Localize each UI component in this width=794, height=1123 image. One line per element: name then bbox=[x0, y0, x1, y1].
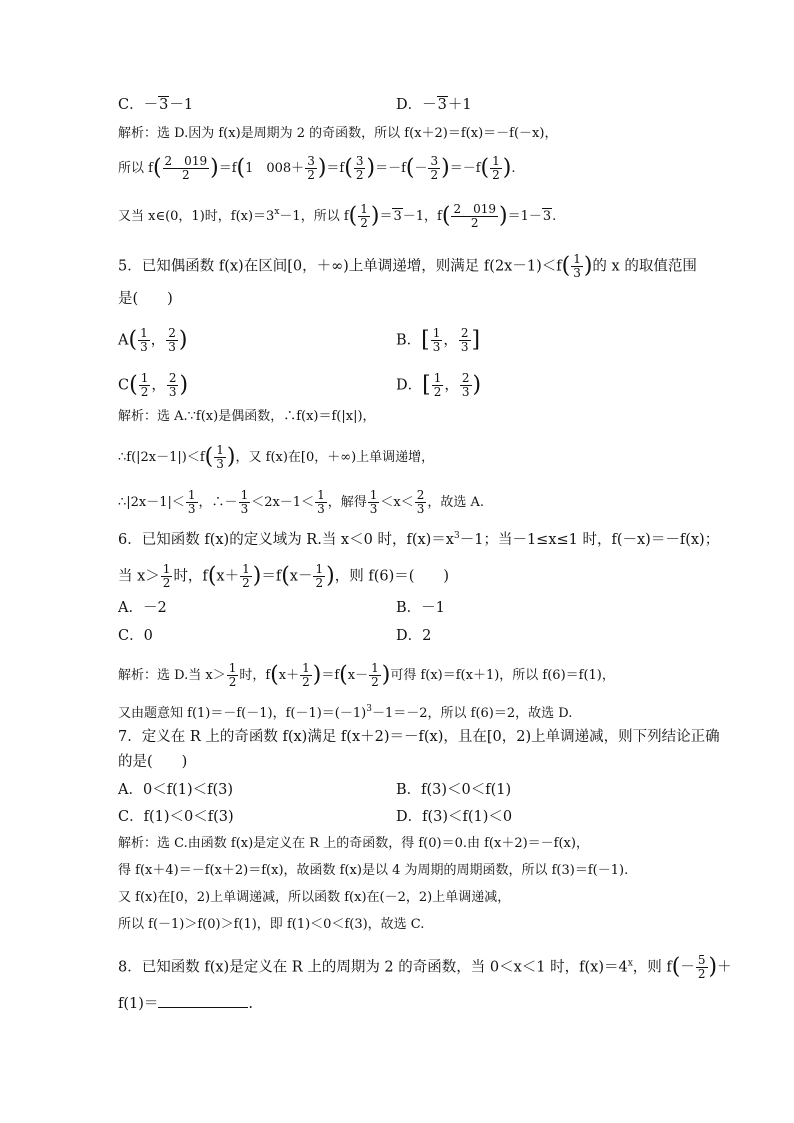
explanation-5-line-3: ∴|2x－1|＜ $\frac{1}{3}$ ，∴－ $\frac{1}{3}$ ＜2x－1＜ $\frac{1}{3}$ ，解得 $\frac{1}{3}$ ＜x＜ $\frac{2}{3}$ ，故选 A. bbox=[118, 488, 485, 516]
explanation-4-line-1: 解析：选 D.因为 f(x)是周期为 2 的奇函数，所以 f(x＋2)＝f(x)＝－f(－x)， bbox=[118, 126, 558, 141]
question-7-line-1: 7．定义在 R 上的奇函数 f(x)满足 f(x＋2)＝－f(x)，且在[0，2)上单调递减，则下列结论正确 bbox=[118, 729, 720, 745]
explanation-4-line-3: 又当 x∈(0，1)时，$f(x)=3^x-1$，所以 f( $\frac{1}{2}$ )＝3－1，f( $\frac{2 019}{2}$ )＝1－3. bbox=[118, 202, 557, 230]
question-5-line-1: 5．已知偶函数 f(x)在区间[0，＋∞)上单调递增，则满足 f(2x－1)＜f( $\frac{1}{3}$ )的 x 的取值范围 bbox=[118, 252, 697, 280]
explanation-7-line-3: 又 f(x)在[0，2)上单调递减，所以函数 f(x)在(－2，2)上单调递减， bbox=[118, 890, 511, 905]
q6-choice-d: D．2 bbox=[396, 628, 432, 644]
answer-blank[interactable] bbox=[158, 995, 248, 1008]
explanation-6-line-2: 又由题意知 f(1)＝－f(－1)，$f(-1)=(-1)^3-1=-2$，所以 f(6)＝2，故选 D. bbox=[118, 704, 573, 721]
q7-choice-c: C．f(1)＜0＜f(3) bbox=[118, 809, 234, 825]
question-5-line-2: 是( ) bbox=[118, 291, 173, 307]
question-8-line-1: 8．已知函数 f(x)是定义在 R 上的周期为 2 的奇函数，当 0＜x＜1 时，$f(x)=4^x$，则 f(－ $\frac{5}{2}$ )＋ bbox=[118, 953, 732, 981]
explanation-5-line-2: ∴f(|2x－1|)＜f( $\frac{1}{3}$ )，又 f(x)在[0，＋∞)上单调递增， bbox=[118, 443, 435, 471]
q6-choice-b: B．－1 bbox=[396, 600, 445, 616]
explanation-5-line-1: 解析：选 A.∵f(x)是偶函数，∴f(x)＝f(|x|)， bbox=[118, 409, 376, 424]
choice-c-prev: C．－3－1 bbox=[118, 97, 194, 113]
question-6-line-2: 当 x＞ $\frac{1}{2}$ 时，f(x＋ $\frac{1}{2}$ )＝f(x－ $\frac{1}{2}$ )，则 f(6)＝( ) bbox=[118, 562, 450, 590]
q7-choice-d: D．f(3)＜f(1)＜0 bbox=[396, 809, 513, 825]
explanation-4-line-2: 所以 f( $\frac{2 019}{2}$ )＝f(1 008＋ $\frac{3}{2}$ )＝f( $\frac{3}{2}$ )＝－f(－ $\frac{3}{2}$ )＝－f( $\frac{1}{2}$ ). bbox=[118, 154, 516, 182]
question-6-line-1: 6．已知函数 f(x)的定义域为 R.当 x＜0 时，$f(x)=x^3-1$；当－1≤x≤1 时，f(－x)＝－f(x)； bbox=[118, 531, 720, 548]
q7-choice-b: B．f(3)＜0＜f(1) bbox=[396, 782, 512, 798]
explanation-7-line-2: 得 f(x＋4)＝－f(x＋2)＝f(x)，故函数 f(x)是以 4 为周期的周期函数，所以 f(3)＝f(－1). bbox=[118, 863, 629, 878]
question-8-line-2: f(1)＝ . bbox=[118, 996, 254, 1012]
explanation-6-line-1: 解析：选 D.当 x＞ $\frac{1}{2}$ 时，f(x＋ $\frac{1}{2}$ )＝f(x－ $\frac{1}{2}$ )可得 f(x)＝f(x＋1)，所以 f(6)＝f(1)， bbox=[118, 661, 615, 689]
explanation-7-line-4: 所以 f(－1)＞f(0)＞f(1)，即 f(1)＜0＜f(3)，故选 C. bbox=[118, 917, 425, 932]
q5-choice-a: A( $\frac{1}{3}$ ， $\frac{2}{3}$ ) bbox=[118, 326, 188, 354]
question-7-line-2: 的是( ) bbox=[118, 754, 188, 770]
q6-choice-c: C．0 bbox=[118, 628, 153, 644]
choice-d-prev: D．－3＋1 bbox=[396, 97, 472, 113]
q6-choice-a: A．－2 bbox=[118, 600, 167, 616]
q5-choice-d: D．[ $\frac{1}{2}$ ， $\frac{2}{3}$ ) bbox=[396, 371, 482, 399]
q7-choice-a: A．0＜f(1)＜f(3) bbox=[118, 782, 234, 798]
q5-choice-c: C( $\frac{1}{2}$ ， $\frac{2}{3}$ ) bbox=[118, 371, 189, 399]
explanation-7-line-1: 解析：选 C.由函数 f(x)是定义在 R 上的奇函数，得 f(0)＝0.由 f(x＋2)＝－f(x)， bbox=[118, 836, 589, 851]
q5-choice-b: B．[ $\frac{1}{3}$ ， $\frac{2}{3}$ ] bbox=[396, 326, 481, 354]
